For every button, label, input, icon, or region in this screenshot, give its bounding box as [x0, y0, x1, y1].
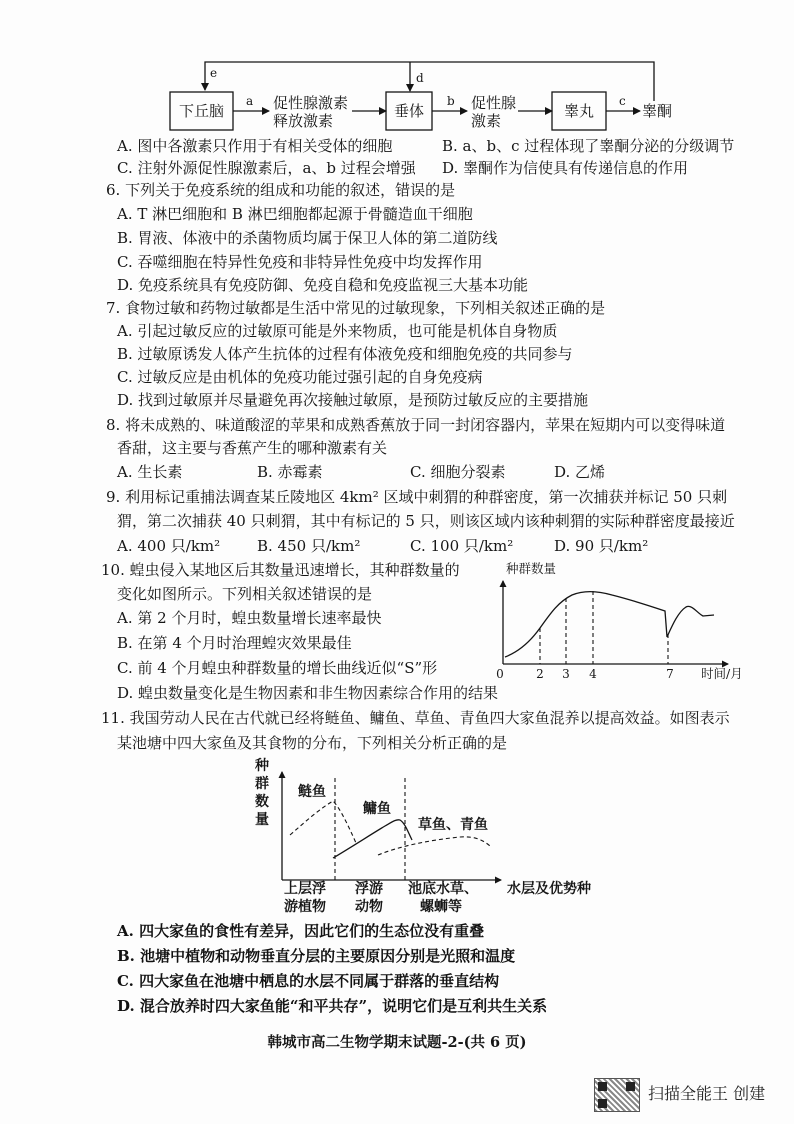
q11-category-2-line1: 浮游 [355, 881, 383, 897]
q10-option-d: D. 蝗虫数量变化是生物因素和非生物因素综合作用的结果 [117, 684, 499, 702]
q10-stem-line2: 变化如图所示。下列相关叙述错误的是 [117, 585, 373, 603]
label-d: d [416, 71, 424, 85]
q6-option-c: C. 吞噬细胞在特异性免疫和非特异性免疫中均发挥作用 [117, 253, 483, 271]
q11-label-silver-carp: 鲢鱼 [298, 784, 326, 800]
q5-option-d: D. 睾酮作为信使具有传递信息的作用 [442, 159, 689, 177]
q11-label-grass-black-carp: 草鱼、青鱼 [418, 817, 488, 833]
hormone-diagram [160, 55, 700, 135]
q11-curve-bighead-carp [333, 820, 412, 858]
q11-label-bighead-carp: 鳙鱼 [363, 801, 391, 817]
q10-stem-line1: 10. 蝗虫侵入某地区后其数量迅速增长，其种群数量的 [101, 561, 460, 579]
q10-option-b: B. 在第 4 个月时治理蝗灾效果最佳 [117, 634, 352, 652]
gth-label-line2: 激素 [471, 112, 502, 130]
q10-tick-0: 0 [496, 667, 504, 681]
q10-tick-2: 2 [536, 667, 544, 681]
q11-category-3-line2: 螺蛳等 [420, 899, 462, 915]
gth-label-line1: 促性腺 [471, 94, 517, 112]
q7-option-c: C. 过敏反应是由机体的免疫功能过强引起的自身免疫病 [117, 368, 483, 386]
q8-option-b: B. 赤霉素 [257, 463, 323, 481]
scanner-watermark-text: 扫描全能王 创建 [648, 1084, 766, 1103]
page-footer: 韩城市高二生物学期末试题-2-(共 6 页) [267, 1034, 527, 1051]
label-b: b [447, 94, 455, 108]
q7-option-b: B. 过敏原诱发人体产生抗体的过程有体液免疫和细胞免疫的共同参与 [117, 345, 573, 363]
q11-option-b: B. 池塘中植物和动物垂直分层的主要原因分别是光照和温度 [117, 947, 516, 965]
q11-curve-grass-black-carp [378, 837, 490, 855]
q6-stem: 6. 下列关于免疫系统的组成和功能的叙述，错误的是 [106, 181, 456, 199]
q10-tick-7: 7 [666, 667, 674, 681]
q9-option-a: A. 400 只/km² [117, 537, 221, 555]
testis-label: 睾丸 [563, 102, 595, 120]
q11-fish-distribution-graph [245, 755, 610, 917]
q11-category-1-line1: 上层浮 [284, 881, 326, 897]
q11-category-2-line2: 动物 [355, 899, 383, 915]
q11-option-c: C. 四大家鱼在池塘中栖息的水层不同属于群落的垂直结构 [117, 972, 500, 990]
q11-option-d: D. 混合放养时四大家鱼能“和平共存”，说明它们是互利共生关系 [117, 997, 548, 1015]
q8-option-d: D. 乙烯 [554, 463, 606, 481]
q7-option-a: A. 引起过敏反应的过敏原可能是外来物质，也可能是机体自身物质 [117, 322, 558, 340]
q6-option-a: A. T 淋巴细胞和 B 淋巴细胞都起源于骨髓造血干细胞 [117, 205, 473, 223]
camscanner-logo-icon [594, 1078, 640, 1112]
q5-option-b: B. a、b、c 过程体现了睾酮分泌的分级调节 [442, 137, 735, 155]
q10-population-graph [480, 555, 755, 685]
q8-stem-line2: 香甜，这主要与香蕉产生的哪种激素有关 [117, 439, 388, 457]
q10-population-curve [505, 592, 714, 657]
label-c: c [619, 94, 626, 108]
q11-category-3-line1: 池底水草、 [408, 881, 478, 897]
q9-stem-line2: 猬，第二次捕获 40 只刺猬，其中有标记的 5 只，则该区域内该种刺猬的实际种群密度最接近 [117, 512, 735, 530]
q6-option-b: B. 胃液、体液中的杀菌物质均属于保卫人体的第二道防线 [117, 229, 498, 247]
q11-option-a: A. 四大家鱼的食性有差异，因此它们的生态位没有重叠 [117, 922, 485, 940]
q8-option-c: C. 细胞分裂素 [410, 463, 506, 481]
q9-option-b: B. 450 只/km² [257, 537, 361, 555]
q8-option-a: A. 生长素 [117, 463, 183, 481]
q10-y-label: 种群数量 [506, 561, 557, 576]
q9-stem-line1: 9. 利用标记重捕法调查某丘陵地区 4km² 区域中刺猬的种群密度，第一次捕获并标记 50 只刺 [106, 488, 728, 506]
q11-stem-line2: 某池塘中四大家鱼及其食物的分布，下列相关分析正确的是 [117, 734, 508, 752]
gnrh-label-line1: 促性腺激素 [273, 94, 349, 112]
q10-tick-3: 3 [562, 667, 570, 681]
q11-stem-line1: 11. 我国劳动人民在古代就已经将鲢鱼、鳙鱼、草鱼、青鱼四大家鱼混养以提高效益。如图表示 [101, 709, 730, 727]
label-a: a [246, 94, 254, 108]
testosterone-label: 睾酮 [642, 102, 673, 120]
q7-stem: 7. 食物过敏和药物过敏都是生活中常见的过敏现象，下列相关叙述正确的是 [106, 299, 606, 317]
q7-option-d: D. 找到过敏原并尽量避免再次接触过敏原，是预防过敏反应的主要措施 [117, 391, 589, 409]
q11-category-1-line2: 游植物 [284, 899, 326, 915]
label-e: e [210, 66, 218, 80]
gnrh-label-line2: 释放激素 [273, 112, 334, 130]
q11-curve-silver-carp [290, 801, 356, 843]
q10-x-label: 时间/月 [701, 666, 743, 681]
q5-option-a: A. 图中各激素只作用于有相关受体的细胞 [117, 137, 393, 155]
q10-tick-4: 4 [589, 667, 597, 681]
q9-option-d: D. 90 只/km² [554, 537, 649, 555]
q8-stem-line1: 8. 将未成熟的、味道酸涩的苹果和成熟香蕉放于同一封闭容器内，苹果在短期内可以变得味道 [106, 416, 726, 434]
q10-option-a: A. 第 2 个月时，蝗虫数量增长速率最快 [117, 609, 382, 627]
q11-x-label: 水层及优势种 [507, 881, 591, 897]
q10-option-c: C. 前 4 个月蝗虫种群数量的增长曲线近似“S”形 [117, 659, 438, 677]
hypothalamus-label: 下丘脑 [178, 102, 225, 120]
q5-option-c: C. 注射外源促性腺激素后，a、b 过程会增强 [117, 159, 416, 177]
q11-y-label: 种群数量 [255, 758, 269, 828]
q6-option-d: D. 免疫系统具有免疫防御、免疫自稳和免疫监视三大基本功能 [117, 276, 529, 294]
q9-option-c: C. 100 只/km² [410, 537, 514, 555]
pituitary-label: 垂体 [393, 102, 425, 120]
